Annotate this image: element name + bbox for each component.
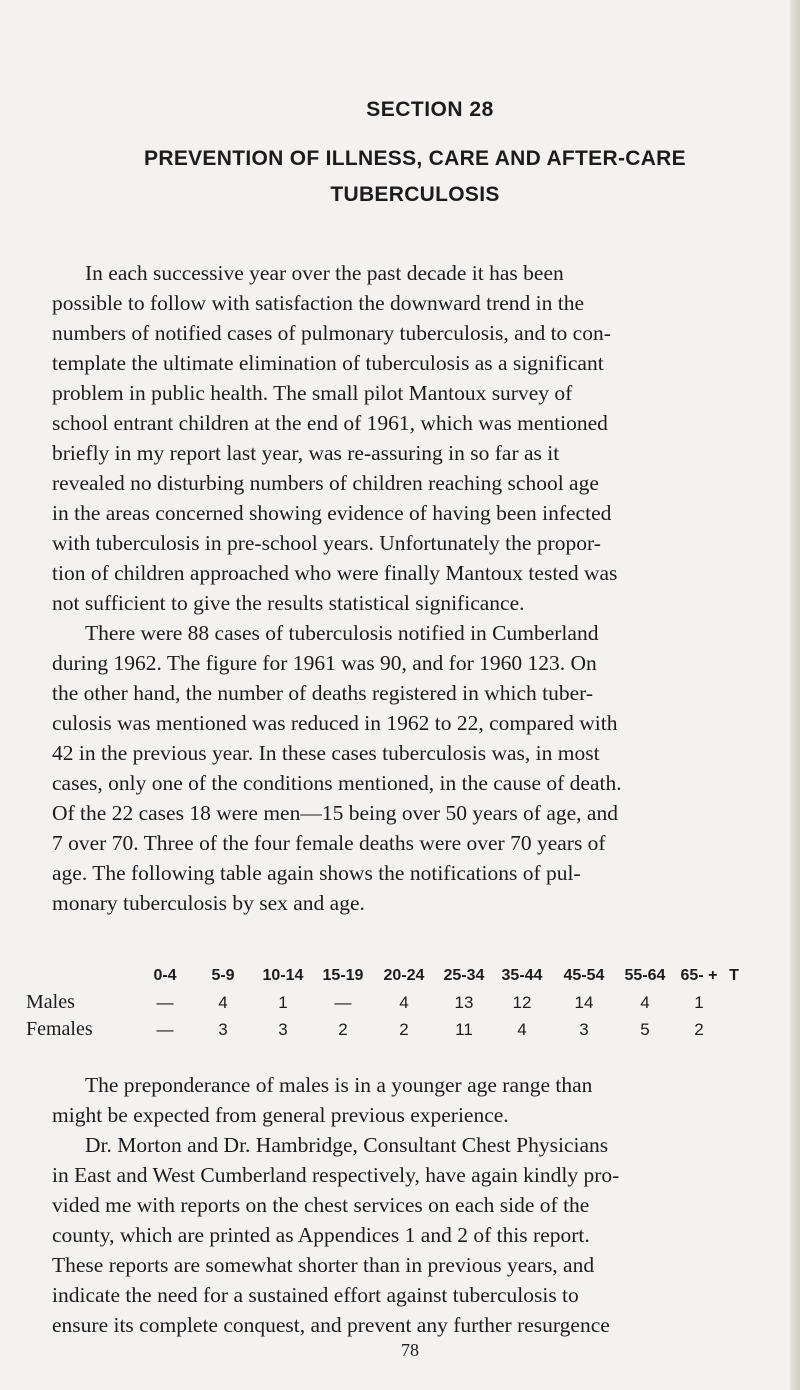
- text-line: 42 in the previous year. In these cases tuberculosis was, in most: [52, 741, 600, 765]
- text-line: not sufficient to give the results statistical significance.: [52, 591, 525, 615]
- text-line: monary tuberculosis by sex and age.: [52, 891, 365, 915]
- text-line: problem in public health. The small pilot Mantoux survey of: [52, 381, 573, 405]
- table-cell: [724, 989, 744, 1016]
- text-line: county, which are printed as Appendices 1 and 2 of this report.: [52, 1223, 590, 1247]
- text-line: Dr. Morton and Dr. Hambridge, Consultant Chest Physicians: [85, 1133, 609, 1157]
- table-header-cell: 25-34: [443, 966, 485, 984]
- table-cell: 2: [694, 1019, 704, 1039]
- table-cell: 3: [579, 1019, 589, 1039]
- text-line: age. The following table again shows the notifications of pul-: [52, 861, 581, 885]
- text-line: ensure its complete conquest, and prevent any further resurgence: [52, 1313, 610, 1337]
- table-cell: 11: [455, 1019, 473, 1039]
- table-header-cell: 55-64: [624, 966, 666, 984]
- table-header-cell: 65- +: [680, 966, 718, 984]
- table-header-cell: [26, 962, 136, 989]
- table-header-cell: 10-14: [262, 966, 304, 984]
- table-cell: 4: [399, 992, 409, 1012]
- table-row: [26, 1016, 744, 1043]
- text-line: the other hand, the number of deaths registered in which tuber-: [52, 681, 594, 705]
- table-header-cell: T: [729, 966, 739, 984]
- table-cell: 4: [640, 992, 650, 1012]
- table-cell: 4: [517, 1019, 527, 1039]
- page-number: 78: [401, 1340, 419, 1360]
- text-line: template the ultimate elimination of tuberculosis as a significant: [52, 351, 604, 375]
- table-header-cell: 45-54: [563, 966, 605, 984]
- row-label: Females: [26, 1018, 93, 1040]
- text-line: numbers of notified cases of pulmonary tuberculosis, and to con-: [52, 321, 611, 345]
- table-cell: 1: [694, 992, 704, 1012]
- table-cell: 1: [278, 992, 288, 1012]
- text-line: during 1962. The figure for 1961 was 90, and for 1960 123. On: [52, 651, 597, 675]
- text-line: with tuberculosis in pre-school years. Unfortunately the propor-: [52, 531, 601, 555]
- table-header-cell: 15-19: [322, 966, 364, 984]
- text-line: 7 over 70. Three of the four female deaths were over 70 years of: [52, 831, 606, 855]
- text-line: school entrant children at the end of 1961, which was mentioned: [52, 411, 608, 435]
- table-cell: 2: [338, 1019, 348, 1039]
- table-header-cell: 20-24: [383, 966, 425, 984]
- table-cell: 5: [640, 1019, 650, 1039]
- table-cell: 3: [278, 1019, 288, 1039]
- text-line: cases, only one of the conditions mentioned, in the cause of death.: [52, 771, 622, 795]
- table-cell: —: [156, 1019, 174, 1039]
- text-line: tion of children approached who were finally Mantoux tested was: [52, 561, 618, 585]
- text-line: culosis was mentioned was reduced in 1962 to 22, compared with: [52, 711, 618, 735]
- table-cell: —: [334, 992, 352, 1012]
- text-line: revealed no disturbing numbers of children reaching school age: [52, 471, 599, 495]
- text-line: briefly in my report last year, was re-assuring in so far as it: [52, 441, 560, 465]
- table-cell: —: [156, 992, 174, 1012]
- text-line: in the areas concerned showing evidence of having been infected: [52, 501, 612, 525]
- heading-line-1: PREVENTION OF ILLNESS, CARE AND AFTER-CARE: [144, 147, 686, 170]
- text-line: In each successive year over the past decade it has been: [85, 261, 564, 285]
- text-line: The preponderance of males is in a younger age range than: [85, 1073, 593, 1097]
- text-line: vided me with reports on the chest services on each side of the: [52, 1193, 590, 1217]
- table-header-cell: 5-9: [211, 966, 235, 984]
- table-header-cell: 35-44: [501, 966, 543, 984]
- heading-line-2: TUBERCULOSIS: [330, 183, 500, 206]
- text-line: These reports are somewhat shorter than in previous years, and: [52, 1253, 595, 1277]
- table-header-row: [26, 962, 744, 989]
- table-cell: 3: [218, 1019, 228, 1039]
- notifications-table: [26, 962, 744, 1043]
- table-cell: 13: [454, 992, 474, 1012]
- text-line: There were 88 cases of tuberculosis notified in Cumberland: [85, 621, 599, 645]
- table-cell: 14: [574, 992, 594, 1012]
- text-line: possible to follow with satisfaction the downward trend in the: [52, 291, 585, 315]
- table-cell: 2: [399, 1019, 409, 1039]
- table-cell: 12: [512, 992, 532, 1012]
- table-cell: [724, 1016, 744, 1043]
- table-header-cell: 0-4: [153, 966, 177, 984]
- table-row: [26, 989, 744, 1016]
- section-title: SECTION 28: [366, 98, 494, 121]
- text-line: in East and West Cumberland respectively, have again kindly pro-: [52, 1163, 620, 1187]
- text-line: Of the 22 cases 18 were men—15 being over 50 years of age, and: [52, 801, 618, 825]
- row-label: Males: [26, 991, 75, 1013]
- table-cell: 4: [218, 992, 228, 1012]
- text-line: indicate the need for a sustained effort against tuberculosis to: [52, 1283, 579, 1307]
- text-line: might be expected from general previous experience.: [52, 1103, 509, 1127]
